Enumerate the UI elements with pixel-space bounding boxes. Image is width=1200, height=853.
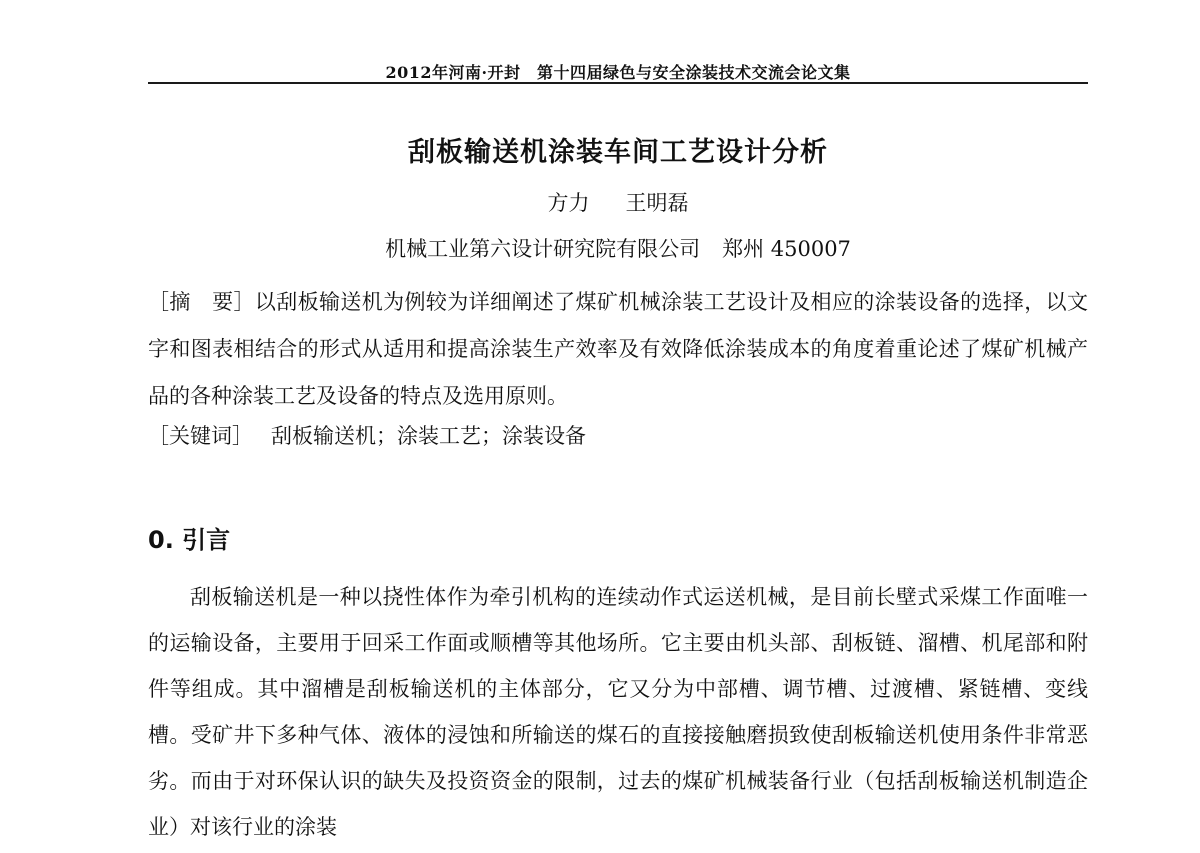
author-name: 王明磊	[625, 191, 689, 215]
affiliation	[148, 233, 1088, 263]
abstract-label: ［摘 要］	[148, 290, 255, 314]
paper-title: 刮板输送机涂装车间工艺设计分析	[408, 137, 828, 168]
author-name: 方力	[547, 191, 590, 215]
header-rule	[148, 82, 1088, 84]
section-heading: 0. 引言	[148, 526, 231, 554]
affiliation-institution: 机械工业第六设计研究院有限公司	[385, 237, 701, 261]
body-paragraph: 刮板输送机是一种以挠性体作为牵引机构的连续动作式运送机械，是目前长壁式采煤工作面唯一的运输设备，主要用于回采工作面或顺槽等其他场所。它主要由机头部、刮板链、溜槽、机尾部和附件等组成。其中溜槽是刮板输送机的主体部分，它又分为中部槽、调节槽、过渡槽、紧链槽、变线槽。受矿井下多种气体、液体的浸蚀和所输送的煤石的直接接触磨损致使刮板输送机使用条件非常恶劣。而由于对环保认识的缺失及投资资金的限制，过去的煤矿机械装备行业（包括刮板输送机制造企业）对该行业的涂装	[148, 585, 1088, 839]
affiliation-location: 郑州 450007	[722, 237, 851, 261]
keywords-label: ［关键词］	[148, 424, 253, 448]
keywords	[148, 421, 1088, 451]
running-header: 2012年河南·开封 第十四届绿色与安全涂装技术交流会论文集	[385, 63, 851, 82]
author-list	[148, 187, 1088, 217]
abstract	[148, 279, 1088, 420]
keywords-text: 刮板输送机；涂装工艺；涂装设备	[271, 424, 586, 448]
abstract-text: 以刮板输送机为例较为详细阐述了煤矿机械涂装工艺设计及相应的涂装设备的选择，以文字和图表相结合的形式从适用和提高涂装生产效率及有效降低涂装成本的角度着重论述了煤矿机械产品的各种涂装工艺及设备的特点及选用原则。	[148, 290, 1089, 408]
